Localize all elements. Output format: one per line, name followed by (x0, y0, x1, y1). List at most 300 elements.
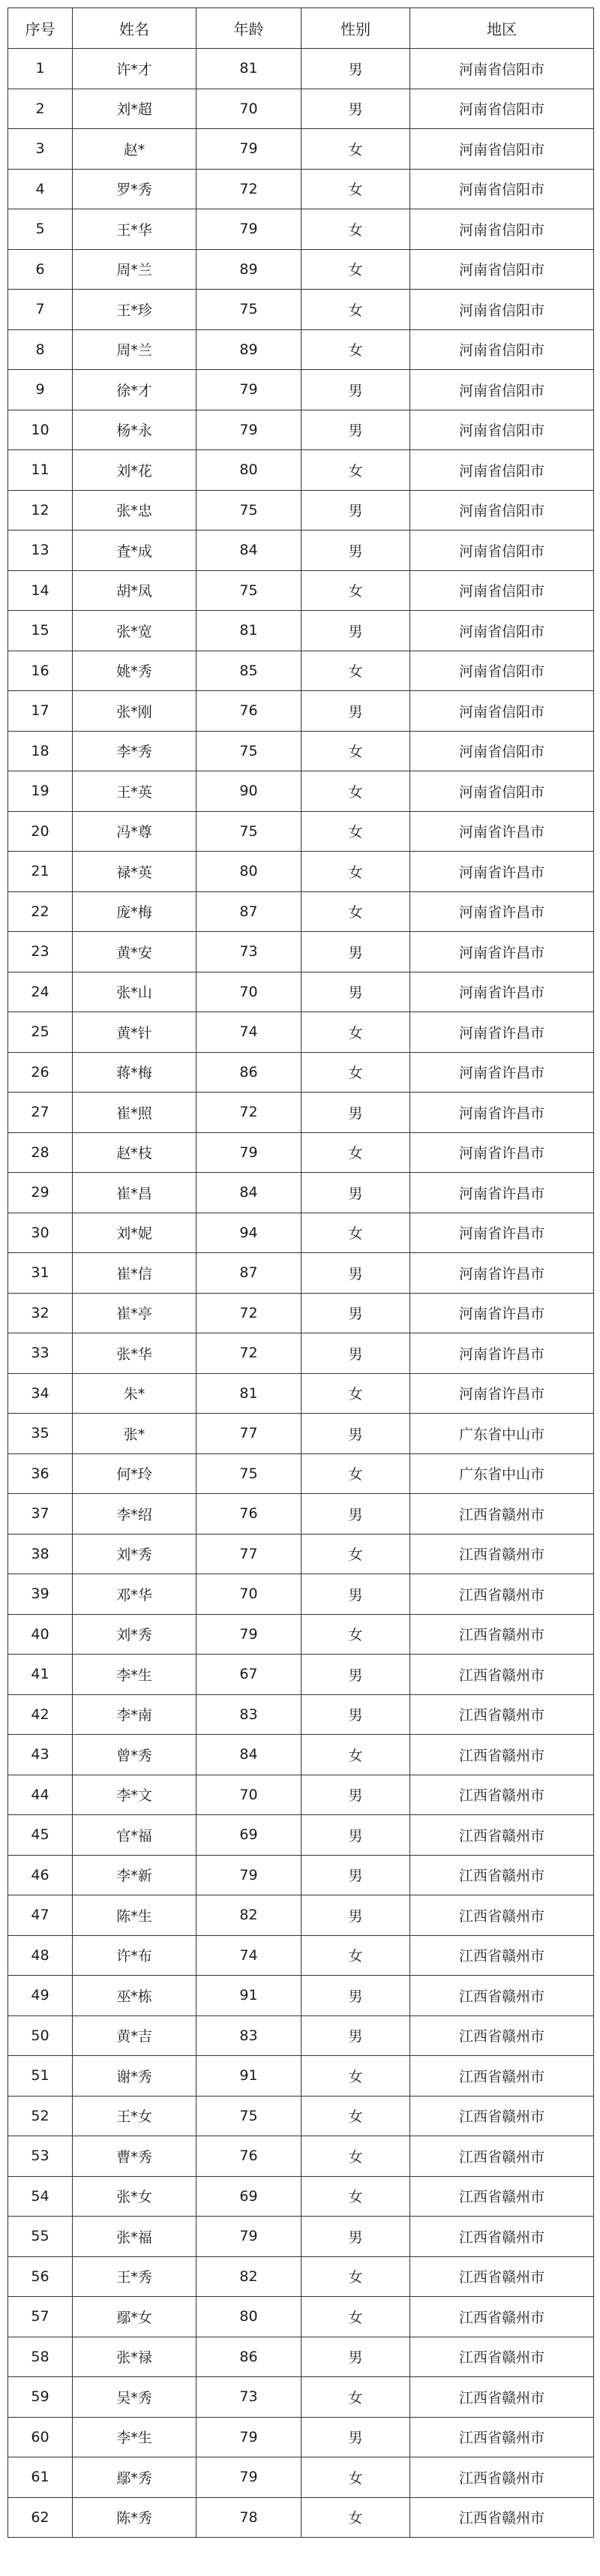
table-row (8, 1093, 594, 1133)
table-row (8, 49, 594, 89)
cell-name: 刘*秀 (73, 1534, 196, 1574)
cell-name: 庞*梅 (73, 891, 196, 932)
cell-age: 76 (196, 2136, 302, 2177)
table-row (8, 1012, 594, 1053)
cell-gender: 女 (302, 1052, 410, 1093)
cell-serial-number: 2 (8, 89, 73, 129)
cell-age: 84 (196, 531, 302, 571)
table-row (8, 1694, 594, 1735)
table-row (8, 209, 594, 250)
cell-region: 河南省许昌市 (410, 1012, 594, 1053)
cell-region: 河南省信阳市 (410, 370, 594, 410)
cell-serial-number: 17 (8, 691, 73, 732)
cell-region: 江西省赣州市 (410, 2217, 594, 2257)
cell-name: 周*兰 (73, 249, 196, 290)
cell-age: 81 (196, 1373, 302, 1414)
table-row (8, 2217, 594, 2257)
table-row (8, 129, 594, 170)
cell-name: 周*兰 (73, 329, 196, 370)
cell-name: 官*福 (73, 1815, 196, 1856)
cell-age: 82 (196, 2256, 302, 2297)
table-row (8, 1775, 594, 1815)
cell-age: 67 (196, 1655, 302, 1695)
table-row (8, 1574, 594, 1615)
cell-name: 崔*照 (73, 1093, 196, 1133)
cell-name: 张*女 (73, 2176, 196, 2217)
cell-region: 河南省信阳市 (410, 209, 594, 250)
cell-region: 江西省赣州市 (410, 1694, 594, 1735)
cell-gender: 女 (302, 1213, 410, 1253)
cell-name: 王*珍 (73, 290, 196, 330)
table-row (8, 1935, 594, 1976)
table-row (8, 691, 594, 732)
table-row (8, 2096, 594, 2136)
cell-name: 赵*枝 (73, 1132, 196, 1173)
table-row (8, 2056, 594, 2097)
cell-serial-number: 46 (8, 1855, 73, 1895)
cell-serial-number: 24 (8, 972, 73, 1012)
cell-name: 巫*栋 (73, 1976, 196, 2016)
cell-name: 张*宽 (73, 611, 196, 651)
cell-serial-number: 23 (8, 932, 73, 972)
cell-region: 河南省信阳市 (410, 731, 594, 771)
table-row (8, 1976, 594, 2016)
table-row (8, 1815, 594, 1856)
cell-name: 鄢*秀 (73, 2457, 196, 2498)
cell-serial-number: 28 (8, 1132, 73, 1173)
cell-gender: 男 (302, 1976, 410, 2016)
roster-table (8, 8, 594, 2538)
cell-gender: 女 (302, 2457, 410, 2498)
table-row (8, 490, 594, 531)
cell-age: 76 (196, 1494, 302, 1534)
cell-age: 76 (196, 691, 302, 732)
cell-region: 河南省信阳市 (410, 450, 594, 491)
cell-serial-number: 32 (8, 1293, 73, 1333)
cell-gender: 男 (302, 972, 410, 1012)
cell-region: 江西省赣州市 (410, 1534, 594, 1574)
table-row (8, 1655, 594, 1695)
cell-name: 张*山 (73, 972, 196, 1012)
table-row (8, 852, 594, 892)
cell-name: 王*女 (73, 2096, 196, 2136)
cell-serial-number: 11 (8, 450, 73, 491)
cell-name: 许*才 (73, 49, 196, 89)
cell-serial-number: 25 (8, 1012, 73, 1053)
cell-name: 冯*尊 (73, 811, 196, 852)
cell-serial-number: 36 (8, 1453, 73, 1494)
cell-region: 江西省赣州市 (410, 1494, 594, 1534)
cell-age: 79 (196, 129, 302, 170)
cell-gender: 女 (302, 249, 410, 290)
cell-region: 河南省许昌市 (410, 852, 594, 892)
cell-gender: 女 (302, 129, 410, 170)
cell-serial-number: 56 (8, 2256, 73, 2297)
cell-age: 79 (196, 370, 302, 410)
cell-name: 王*秀 (73, 2256, 196, 2297)
cell-region: 江西省赣州市 (410, 1976, 594, 2016)
table-row (8, 2457, 594, 2498)
cell-serial-number: 34 (8, 1373, 73, 1414)
table-row (8, 290, 594, 330)
cell-age: 79 (196, 2217, 302, 2257)
cell-region: 河南省信阳市 (410, 290, 594, 330)
cell-region: 河南省信阳市 (410, 169, 594, 209)
cell-age: 86 (196, 2337, 302, 2377)
cell-gender: 男 (302, 1694, 410, 1735)
cell-gender: 女 (302, 329, 410, 370)
cell-gender: 女 (302, 651, 410, 691)
cell-serial-number: 9 (8, 370, 73, 410)
cell-serial-number: 15 (8, 611, 73, 651)
cell-name: 崔*昌 (73, 1173, 196, 1213)
cell-age: 79 (196, 1855, 302, 1895)
cell-name: 黄*安 (73, 932, 196, 972)
table-row (8, 450, 594, 491)
cell-serial-number: 1 (8, 49, 73, 89)
cell-region: 河南省许昌市 (410, 1293, 594, 1333)
cell-region: 河南省许昌市 (410, 1093, 594, 1133)
cell-gender: 男 (302, 490, 410, 531)
cell-age: 75 (196, 290, 302, 330)
cell-name: 李*南 (73, 1694, 196, 1735)
cell-serial-number: 57 (8, 2297, 73, 2337)
cell-age: 80 (196, 852, 302, 892)
cell-serial-number: 30 (8, 1213, 73, 1253)
cell-gender: 女 (302, 1132, 410, 1173)
cell-serial-number: 26 (8, 1052, 73, 1093)
cell-name: 许*布 (73, 1935, 196, 1976)
cell-name: 胡*凤 (73, 570, 196, 611)
cell-age: 75 (196, 731, 302, 771)
table-row (8, 731, 594, 771)
cell-serial-number: 19 (8, 771, 73, 812)
cell-age: 72 (196, 169, 302, 209)
cell-gender: 男 (302, 932, 410, 972)
cell-region: 河南省信阳市 (410, 490, 594, 531)
cell-name: 邓*华 (73, 1574, 196, 1615)
cell-age: 70 (196, 1775, 302, 1815)
cell-gender: 男 (302, 1253, 410, 1294)
table-row (8, 2015, 594, 2056)
cell-gender: 女 (302, 2136, 410, 2177)
cell-age: 74 (196, 1012, 302, 1053)
cell-age: 84 (196, 1173, 302, 1213)
cell-region: 河南省信阳市 (410, 691, 594, 732)
table-row (8, 932, 594, 972)
cell-region: 河南省信阳市 (410, 129, 594, 170)
cell-gender: 女 (302, 2096, 410, 2136)
cell-age: 70 (196, 972, 302, 1012)
cell-gender: 女 (302, 891, 410, 932)
table-row (8, 370, 594, 410)
cell-serial-number: 40 (8, 1614, 73, 1655)
cell-region: 河南省许昌市 (410, 1173, 594, 1213)
cell-region: 江西省赣州市 (410, 1655, 594, 1695)
cell-name: 曾*秀 (73, 1735, 196, 1775)
cell-age: 84 (196, 1735, 302, 1775)
table-body (8, 49, 594, 2538)
cell-serial-number: 20 (8, 811, 73, 852)
cell-gender: 男 (302, 1173, 410, 1213)
cell-serial-number: 61 (8, 2457, 73, 2498)
cell-region: 江西省赣州市 (410, 2497, 594, 2538)
cell-age: 73 (196, 932, 302, 972)
cell-age: 81 (196, 49, 302, 89)
cell-name: 李*秀 (73, 731, 196, 771)
cell-age: 79 (196, 410, 302, 450)
cell-region: 广东省中山市 (410, 1453, 594, 1494)
cell-gender: 男 (302, 1574, 410, 1615)
cell-name: 李*生 (73, 1655, 196, 1695)
table-row (8, 1293, 594, 1333)
table-row (8, 1494, 594, 1534)
cell-age: 69 (196, 2176, 302, 2217)
cell-age: 80 (196, 2297, 302, 2337)
cell-name: 黄*针 (73, 1012, 196, 1053)
cell-name: 张*忠 (73, 490, 196, 531)
cell-gender: 男 (302, 2015, 410, 2056)
cell-name: 吴*秀 (73, 2377, 196, 2418)
cell-age: 75 (196, 570, 302, 611)
cell-name: 李*文 (73, 1775, 196, 1815)
header-region: 地区 (410, 8, 594, 49)
cell-gender: 男 (302, 1494, 410, 1534)
cell-serial-number: 29 (8, 1173, 73, 1213)
cell-age: 72 (196, 1293, 302, 1333)
cell-gender: 女 (302, 771, 410, 812)
cell-region: 河南省信阳市 (410, 410, 594, 450)
cell-age: 74 (196, 1935, 302, 1976)
table-row (8, 651, 594, 691)
cell-serial-number: 47 (8, 1895, 73, 1936)
cell-region: 河南省信阳市 (410, 329, 594, 370)
table-row (8, 1855, 594, 1895)
table-row (8, 89, 594, 129)
cell-gender: 男 (302, 1333, 410, 1374)
cell-age: 78 (196, 2497, 302, 2538)
header-gender: 性别 (302, 8, 410, 49)
cell-name: 李*新 (73, 1855, 196, 1895)
cell-serial-number: 53 (8, 2136, 73, 2177)
cell-age: 79 (196, 209, 302, 250)
cell-age: 91 (196, 2056, 302, 2097)
cell-region: 河南省信阳市 (410, 249, 594, 290)
cell-name: 刘*妮 (73, 1213, 196, 1253)
cell-gender: 女 (302, 2256, 410, 2297)
cell-name: 曹*秀 (73, 2136, 196, 2177)
cell-gender: 男 (302, 1293, 410, 1333)
cell-gender: 男 (302, 2217, 410, 2257)
cell-name: 鄢*女 (73, 2297, 196, 2337)
cell-age: 79 (196, 1614, 302, 1655)
cell-region: 河南省许昌市 (410, 811, 594, 852)
cell-gender: 男 (302, 1815, 410, 1856)
cell-gender: 女 (302, 1935, 410, 1976)
cell-age: 72 (196, 1093, 302, 1133)
cell-serial-number: 6 (8, 249, 73, 290)
cell-gender: 男 (302, 1895, 410, 1936)
cell-gender: 女 (302, 1614, 410, 1655)
cell-gender: 女 (302, 1735, 410, 1775)
table-row (8, 1735, 594, 1775)
header-row (8, 8, 594, 49)
cell-age: 94 (196, 1213, 302, 1253)
cell-region: 河南省信阳市 (410, 49, 594, 89)
cell-gender: 男 (302, 531, 410, 571)
cell-name: 赵* (73, 129, 196, 170)
cell-region: 河南省许昌市 (410, 891, 594, 932)
cell-gender: 男 (302, 49, 410, 89)
cell-gender: 女 (302, 1012, 410, 1053)
cell-gender: 女 (302, 2297, 410, 2337)
cell-region: 河南省许昌市 (410, 1373, 594, 1414)
cell-name: 王*英 (73, 771, 196, 812)
cell-name: 崔*亭 (73, 1293, 196, 1333)
cell-region: 河南省许昌市 (410, 1052, 594, 1093)
cell-serial-number: 60 (8, 2417, 73, 2457)
cell-name: 朱* (73, 1373, 196, 1414)
cell-gender: 男 (302, 1655, 410, 1695)
table-row (8, 2297, 594, 2337)
cell-region: 江西省赣州市 (410, 2096, 594, 2136)
table-row (8, 2136, 594, 2177)
cell-region: 江西省赣州市 (410, 1855, 594, 1895)
cell-gender: 女 (302, 852, 410, 892)
table-row (8, 410, 594, 450)
cell-name: 陈*秀 (73, 2497, 196, 2538)
cell-serial-number: 62 (8, 2497, 73, 2538)
cell-region: 河南省信阳市 (410, 570, 594, 611)
cell-serial-number: 50 (8, 2015, 73, 2056)
cell-region: 江西省赣州市 (410, 1775, 594, 1815)
cell-age: 79 (196, 1132, 302, 1173)
cell-serial-number: 59 (8, 2377, 73, 2418)
table-row (8, 1253, 594, 1294)
cell-region: 河南省信阳市 (410, 531, 594, 571)
cell-serial-number: 38 (8, 1534, 73, 1574)
cell-age: 69 (196, 1815, 302, 1856)
cell-region: 河南省许昌市 (410, 1213, 594, 1253)
table-row (8, 1173, 594, 1213)
cell-name: 蒋*梅 (73, 1052, 196, 1093)
cell-region: 江西省赣州市 (410, 1574, 594, 1615)
cell-region: 河南省许昌市 (410, 1253, 594, 1294)
table-row (8, 891, 594, 932)
cell-name: 刘*超 (73, 89, 196, 129)
cell-age: 86 (196, 1052, 302, 1093)
cell-gender: 男 (302, 370, 410, 410)
cell-region: 河南省许昌市 (410, 1333, 594, 1374)
cell-gender: 女 (302, 169, 410, 209)
cell-region: 河南省许昌市 (410, 972, 594, 1012)
cell-age: 80 (196, 450, 302, 491)
cell-name: 李*生 (73, 2417, 196, 2457)
table-row (8, 329, 594, 370)
cell-age: 79 (196, 2457, 302, 2498)
cell-serial-number: 12 (8, 490, 73, 531)
header-serial-number: 序号 (8, 8, 73, 49)
cell-age: 87 (196, 1253, 302, 1294)
cell-serial-number: 43 (8, 1735, 73, 1775)
cell-serial-number: 7 (8, 290, 73, 330)
cell-name: 张*刚 (73, 691, 196, 732)
cell-region: 江西省赣州市 (410, 2176, 594, 2217)
cell-gender: 女 (302, 2176, 410, 2217)
cell-gender: 女 (302, 450, 410, 491)
table-row (8, 531, 594, 571)
cell-serial-number: 44 (8, 1775, 73, 1815)
cell-region: 河南省许昌市 (410, 1132, 594, 1173)
cell-serial-number: 49 (8, 1976, 73, 2016)
cell-age: 89 (196, 249, 302, 290)
cell-serial-number: 4 (8, 169, 73, 209)
cell-region: 河南省信阳市 (410, 651, 594, 691)
cell-region: 江西省赣州市 (410, 2417, 594, 2457)
table-row (8, 972, 594, 1012)
cell-gender: 男 (302, 2417, 410, 2457)
table-row (8, 1453, 594, 1494)
cell-serial-number: 33 (8, 1333, 73, 1374)
cell-age: 73 (196, 2377, 302, 2418)
cell-region: 江西省赣州市 (410, 2256, 594, 2297)
table-header (8, 8, 594, 49)
cell-serial-number: 14 (8, 570, 73, 611)
cell-region: 江西省赣州市 (410, 2377, 594, 2418)
cell-name: 张*禄 (73, 2337, 196, 2377)
cell-serial-number: 51 (8, 2056, 73, 2097)
cell-gender: 女 (302, 1373, 410, 1414)
cell-serial-number: 52 (8, 2096, 73, 2136)
cell-serial-number: 35 (8, 1414, 73, 1454)
cell-name: 何*玲 (73, 1453, 196, 1494)
table-row (8, 1132, 594, 1173)
cell-name: 徐*才 (73, 370, 196, 410)
cell-region: 河南省信阳市 (410, 771, 594, 812)
cell-name: 杨*永 (73, 410, 196, 450)
header-age: 年龄 (196, 8, 302, 49)
cell-region: 河南省信阳市 (410, 89, 594, 129)
table-row (8, 1414, 594, 1454)
table-row (8, 2337, 594, 2377)
cell-name: 黄*吉 (73, 2015, 196, 2056)
cell-gender: 男 (302, 1414, 410, 1454)
cell-age: 77 (196, 1414, 302, 1454)
table-row (8, 1895, 594, 1936)
cell-name: 刘*花 (73, 450, 196, 491)
cell-age: 77 (196, 1534, 302, 1574)
cell-serial-number: 22 (8, 891, 73, 932)
cell-name: 崔*信 (73, 1253, 196, 1294)
cell-serial-number: 27 (8, 1093, 73, 1133)
cell-gender: 男 (302, 1775, 410, 1815)
cell-gender: 女 (302, 570, 410, 611)
cell-age: 75 (196, 490, 302, 531)
cell-name: 刘*秀 (73, 1614, 196, 1655)
cell-serial-number: 16 (8, 651, 73, 691)
cell-serial-number: 42 (8, 1694, 73, 1735)
cell-gender: 女 (302, 209, 410, 250)
cell-age: 85 (196, 651, 302, 691)
cell-name: 陈*生 (73, 1895, 196, 1936)
cell-gender: 男 (302, 2337, 410, 2377)
cell-gender: 男 (302, 1855, 410, 1895)
cell-serial-number: 45 (8, 1815, 73, 1856)
cell-gender: 女 (302, 290, 410, 330)
cell-serial-number: 8 (8, 329, 73, 370)
cell-name: 査*成 (73, 531, 196, 571)
table-row (8, 611, 594, 651)
